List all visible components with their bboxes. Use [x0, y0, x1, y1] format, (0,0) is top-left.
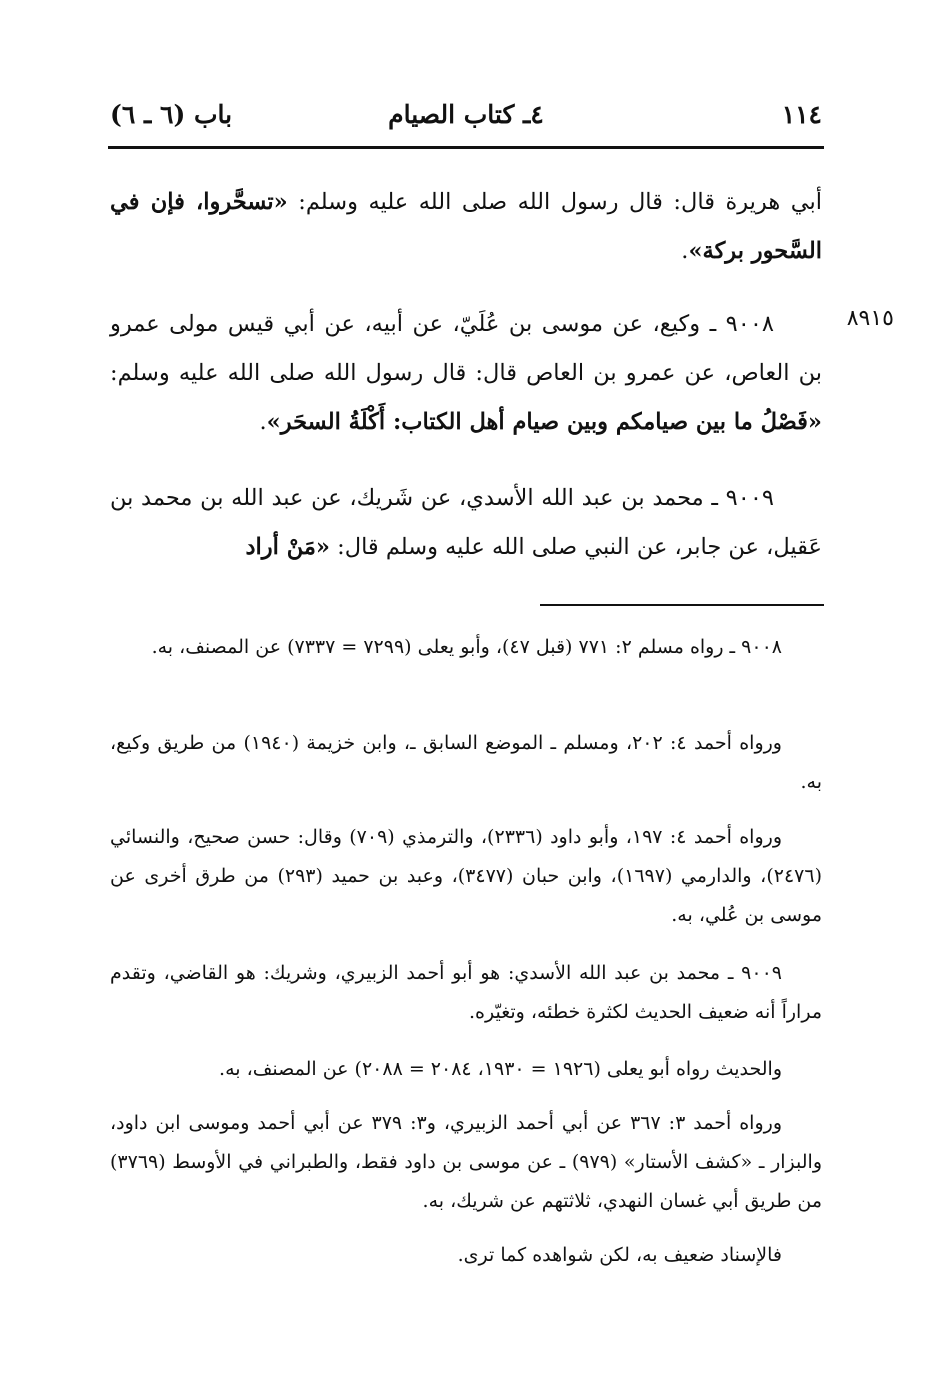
header-rule	[108, 146, 824, 149]
footnote-rule	[540, 604, 824, 606]
footnote-6: ورواه أحمد ٣: ٣٦٧ عن أبي أحمد الزبيري، و٣: ٣٧٩ عن أبي أحمد وموسى ابن داود، والبزار ـ «كشف الأستار» (٩٧٩) ـ عن موسى بن داود فقط، والطبراني في الأوسط (٣٧٦٩) من طريق أبي غسان النهدي، ثلاثتهم عن شريك، به.	[110, 1112, 822, 1212]
footnote-4: ٩٠٠٩ ـ محمد بن عبد الله الأسدي: هو أبو أحمد الزبيري، وشريك: هو القاضي، وتقدم مراراً أنه ضعيف الحديث لكثرة خطئه، وتغيّره.	[110, 962, 822, 1023]
main-text-end: .	[259, 409, 267, 435]
main-text: ٩٠٠٨ ـ وكيع، عن موسى بن عُلَيّ، عن أبيه، عن أبي قيس مولى عمرو بن العاص، عن عمرو بن العاص قال: قال رسول الله صلى الله عليه وسلم:	[110, 311, 822, 386]
main-paragraph-1	[110, 178, 822, 276]
main-text-end: .	[681, 238, 689, 264]
main-paragraph-3	[110, 474, 822, 572]
chapter-label: باب (٦ ـ ٦)	[110, 100, 233, 129]
footnote-2: ورواه أحمد ٤: ٢٠٢، ومسلم ـ الموضع السابق ـ، وابن خزيمة (١٩٤٠) من طريق وكيع، به.	[110, 732, 822, 793]
footnote-3: ورواه أحمد ٤: ١٩٧، وأبو داود (٢٣٣٦)، والترمذي (٧٠٩) وقال: حسن صحيح، والنسائي (٢٤٧٦)، والدارمي (١٦٩٧)، وابن حبان (٣٤٧٧)، وعبد بن حميد (٢٩٣) من طرق أخرى عن موسى بن عُلي، به.	[110, 826, 822, 926]
hadith-quote: «مَنْ أراد	[245, 534, 330, 560]
main-text: ٩٠٠٩ ـ محمد بن عبد الله الأسدي، عن شَريك، عن عبد الله بن محمد بن عَقيل، عن جابر، عن النبي صلى الله عليه وسلم قال:	[110, 485, 822, 560]
main-text: أبي هريرة قال: قال رسول الله صلى الله عليه وسلم:	[287, 189, 822, 215]
footnote-7: فالإسناد ضعيف به، لكن شواهده كما ترى.	[457, 1244, 782, 1266]
footnote-1: ٩٠٠٨ ـ رواه مسلم ٢: ٧٧١ (قبل ٤٧)، وأبو يعلى (٧٢٩٩ = ٧٣٣٧) عن المصنف، به.	[151, 636, 782, 658]
page-number: ١١٤	[781, 100, 822, 129]
hadith-quote: «تسحَّروا، فإن في السَّحور بركة»	[110, 189, 822, 264]
book-title: ٤ـ كتاب الصيام	[388, 100, 544, 129]
main-paragraph-2	[110, 300, 822, 447]
page-header	[110, 96, 822, 140]
margin-number: ٨٩١٥	[846, 306, 894, 331]
footnote-5: والحديث رواه أبو يعلى (١٩٢٦ = ١٩٣٠، ٢٠٨٤ = ٢٠٨٨) عن المصنف، به.	[219, 1058, 782, 1080]
hadith-quote: «فَصْلُ ما بين صيامكم وبين صيام أهل الكتاب: أَكْلَةُ السحَر»	[266, 409, 822, 435]
